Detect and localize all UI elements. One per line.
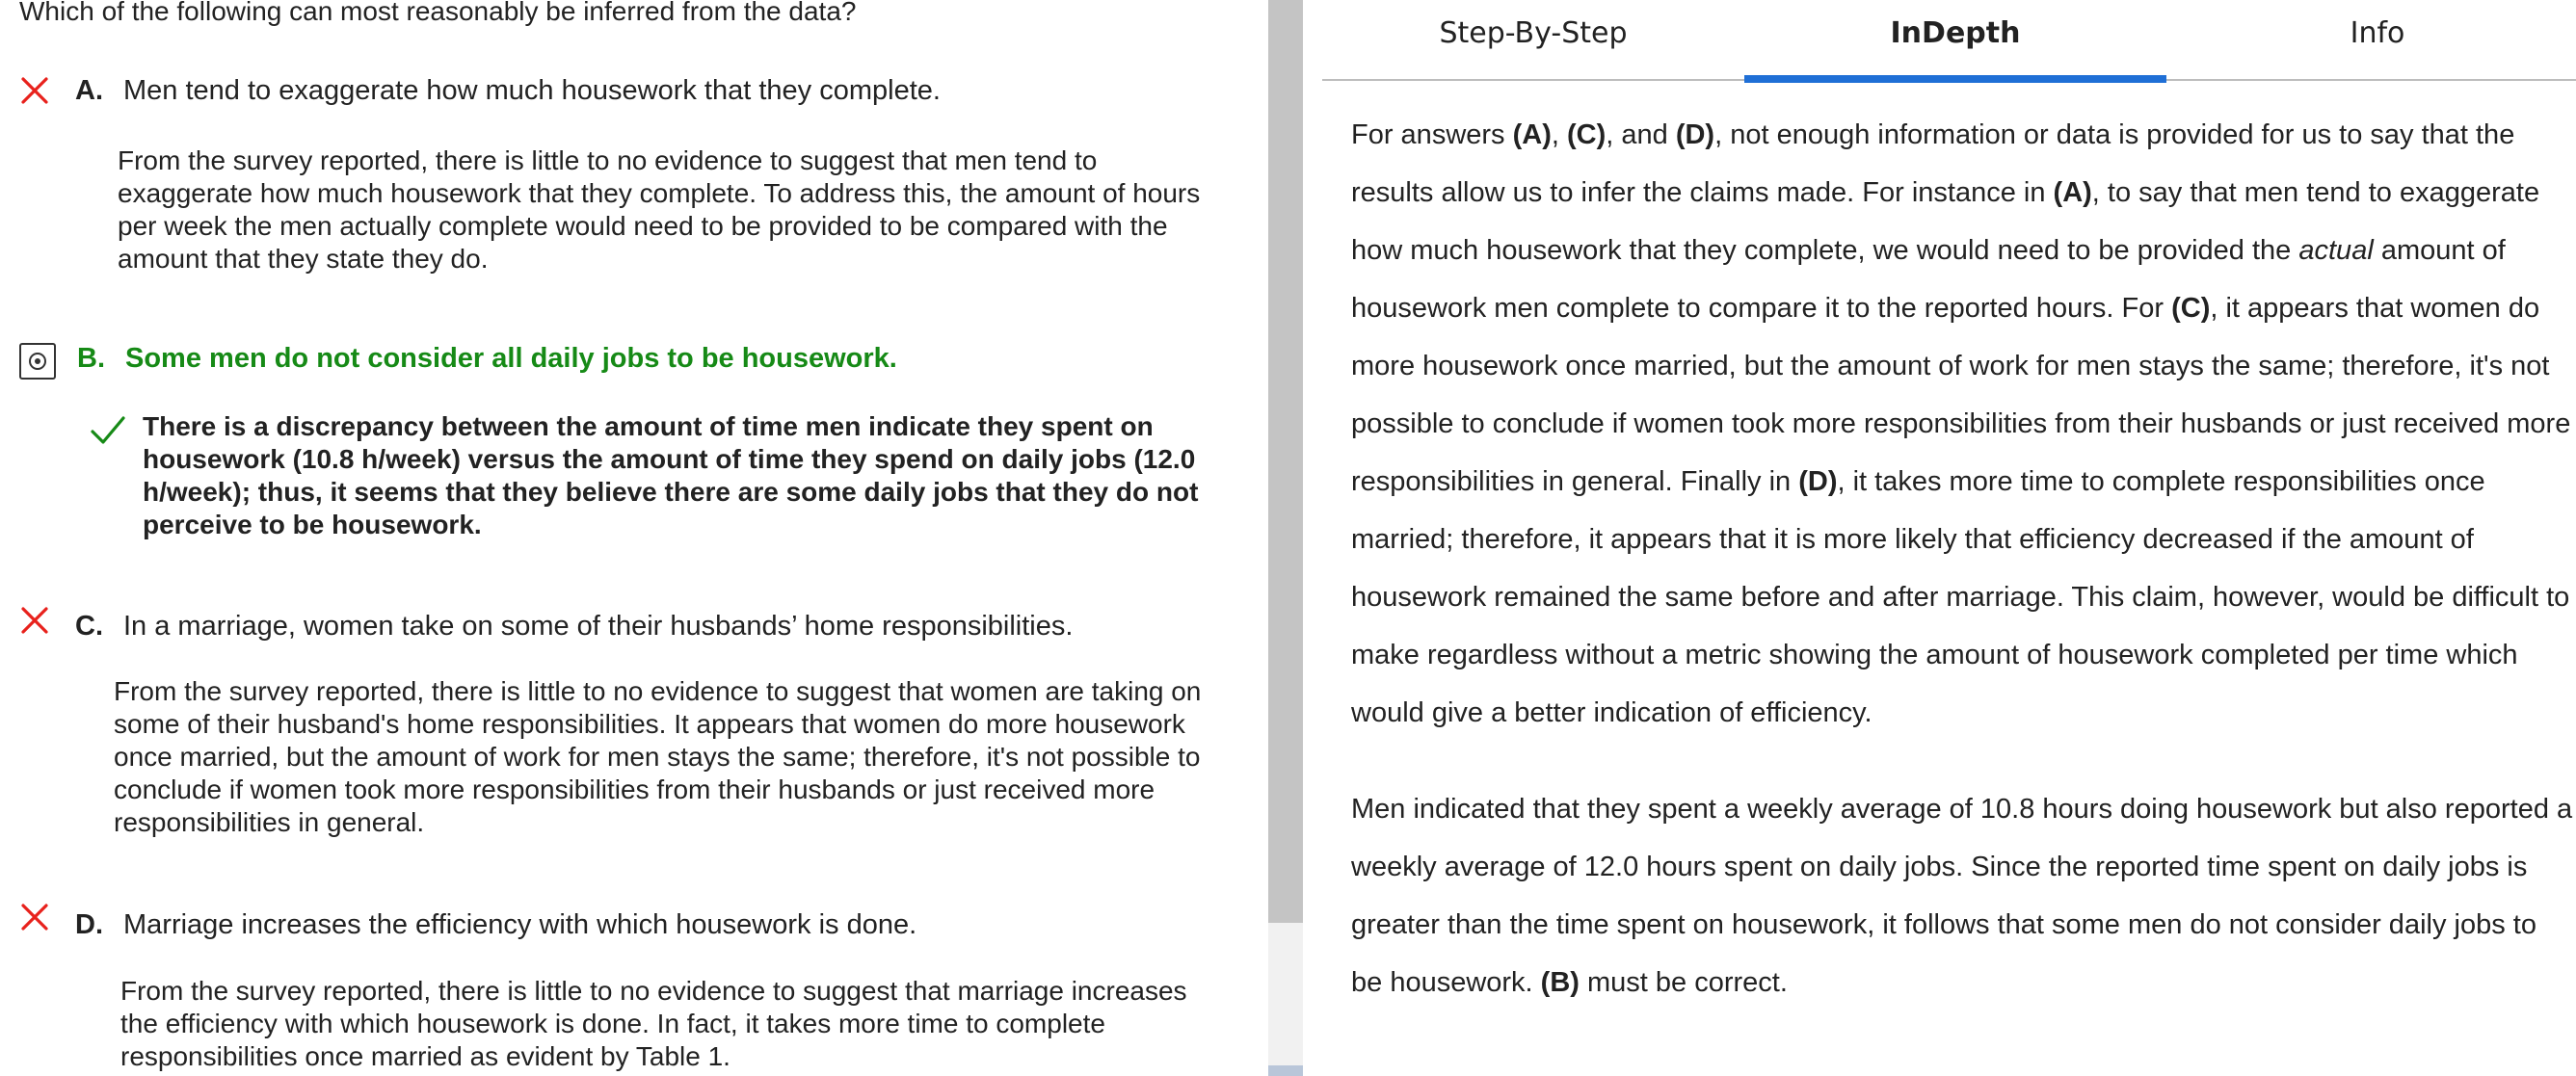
tab-indepth[interactable] xyxy=(1744,0,2166,81)
scrollbar-indicator xyxy=(1268,1065,1303,1076)
tab-bar xyxy=(1322,0,2576,81)
indepth-paragraph-1: For answers (A), (C), and (D), not enough information or data is provided for us to say that the results allow us to infer the claims made. For instance in (A), to say that men tend to exaggerate how much housework that they complete, we would need to be provided the actual amount of housework men complete to compare it to the reported hours. For (C), it appears that women do more housework once married, but the amount of work for men stays the same; therefore, it's not possible to conclude if women took more responsibilities from their husbands or just received more responsibilities in general. Finally in (D), it takes more time to complete responsibilities once married; therefore, it appears that it is more likely that efficiency decreased if the amount of housework remained the same before and after marriage. This claim, however, would be difficult to make regardless without a metric showing the amount of housework completed per time which would give a better indication of efficiency. xyxy=(1351,119,2571,728)
choice-text: In a marriage, women take on some of their husbands’ home responsibilities. xyxy=(123,611,1074,642)
x-mark-icon xyxy=(17,900,52,934)
indepth-content xyxy=(1351,106,2575,1011)
choice-text: Some men do not consider all daily jobs to be housework. xyxy=(125,343,897,374)
x-mark-icon xyxy=(17,603,52,638)
x-mark-icon xyxy=(17,73,52,108)
tab-step-by-step[interactable] xyxy=(1322,0,1744,81)
tab-info[interactable] xyxy=(2166,0,2576,81)
choice-letter: B. xyxy=(77,343,105,374)
active-tab-indicator xyxy=(1744,75,2166,83)
answer-choices-panel xyxy=(0,0,1268,1076)
choice-d-explanation: From the survey reported, there is little to no evidence to suggest that marriage increases the efficiency with which housework is done. In fact, it takes more time to complete responsibilities once married as evident by Table 1. xyxy=(120,976,1187,1071)
scrollbar-thumb[interactable] xyxy=(1268,0,1303,923)
choice-letter: D. xyxy=(75,909,103,940)
choice-letter: C. xyxy=(75,611,103,642)
question-text: Which of the following can most reasonably be inferred from the data? xyxy=(19,0,857,26)
choice-text: Marriage increases the efficiency with which housework is done. xyxy=(123,909,917,940)
choice-a-explanation: From the survey reported, there is little to no evidence to suggest that men tend to exaggerate how much housework that they complete. To address this, the amount of hours per week the men actually complete would need to be provided to be compared with the amount that they state they do. xyxy=(118,145,1201,274)
indepth-paragraph-2: Men indicated that they spent a weekly average of 10.8 hours doing housework but also reported a weekly average of 12.0 hours spent on daily jobs. Since the reported time spent on daily jobs is greater than the time spent on housework, it follows that some men do not consider daily jobs to be housework. (B) must be correct. xyxy=(1351,794,2573,998)
tab-label: InDepth xyxy=(1890,16,2021,50)
tab-label: Info xyxy=(2350,16,2405,50)
radio-selected-icon[interactable] xyxy=(19,343,56,380)
explanation-panel xyxy=(1303,0,2576,1076)
choice-c-explanation: From the survey reported, there is little to no evidence to suggest that women are taking on some of their husband's home responsibilities. It appears that women do more housework once married, but the amount of work for men stays the same; therefore, it's not possible to conclude if women took more responsibilities from their husbands or just received more responsibilities in general. xyxy=(114,676,1202,837)
choice-letter: A. xyxy=(75,75,103,106)
choice-b-explanation: There is a discrepancy between the amount of time men indicate they spent on housework (10.8 h/week) versus the amount of time they spend on daily jobs (12.0 h/week); thus, it seems that they believe there are some daily jobs that they do not perceive to be housework. xyxy=(143,411,1199,539)
tab-label: Step-By-Step xyxy=(1439,16,1628,50)
check-mark-icon xyxy=(89,410,127,449)
choice-text: Men tend to exaggerate how much housework that they complete. xyxy=(123,75,941,106)
